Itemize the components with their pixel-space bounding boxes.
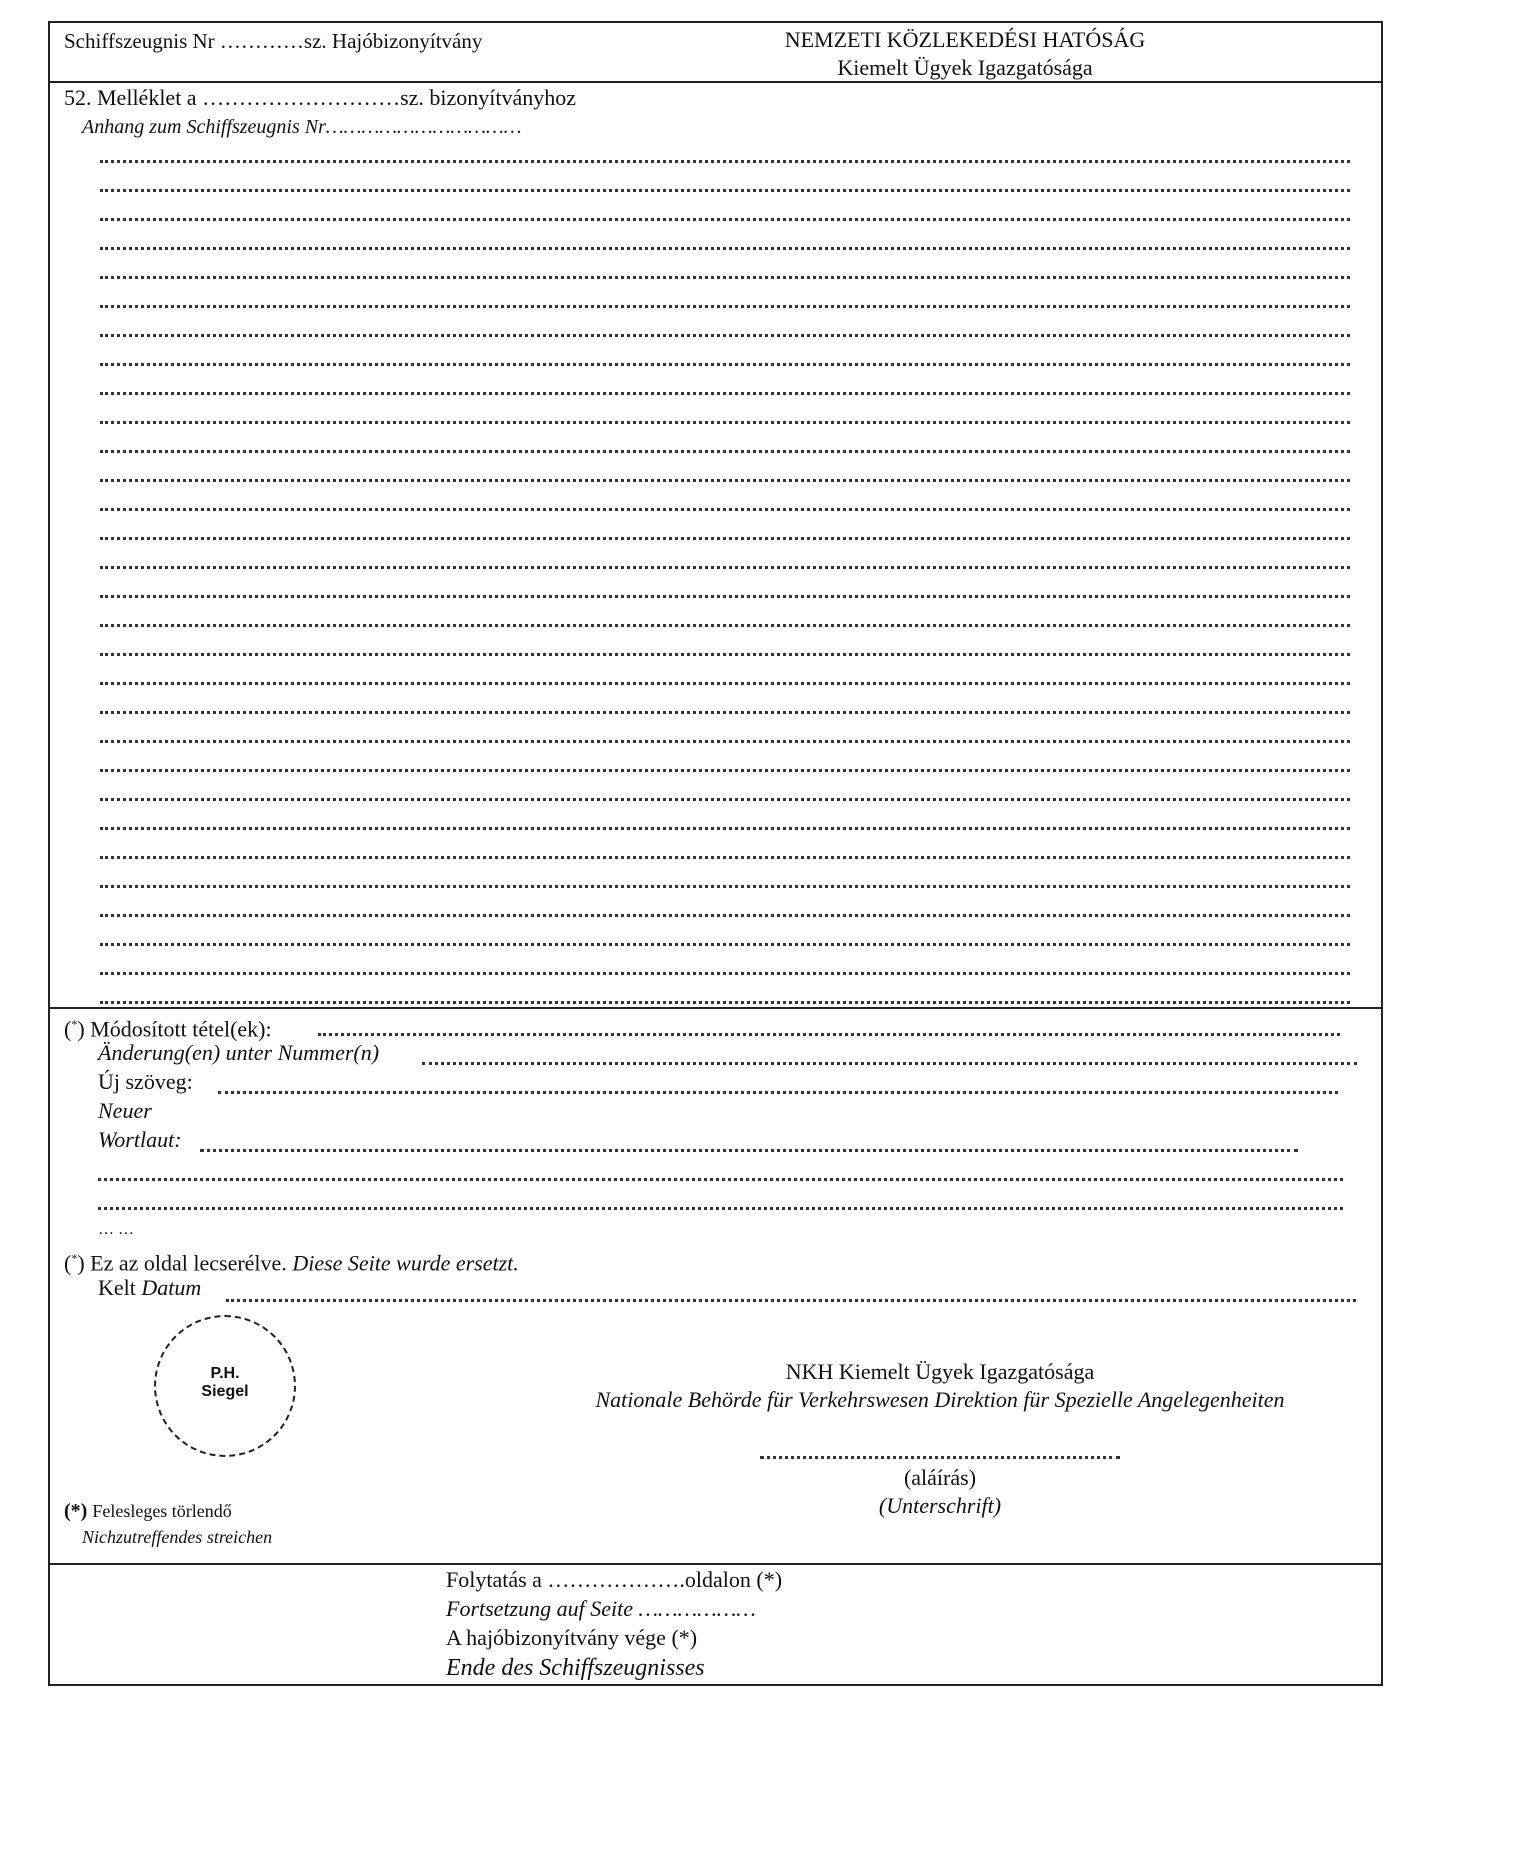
neuer-label: Neuer <box>98 1098 152 1123</box>
signature-org: NKH Kiemelt Ügyek Igazgatósága <box>785 1359 1095 1384</box>
annex-subtitle: Anhang zum Schiffszeugnis Nr…………………………… <box>82 116 522 138</box>
date-label: Kelt <box>98 1275 136 1300</box>
writing-line[interactable] <box>100 218 1350 221</box>
writing-line[interactable] <box>100 479 1350 482</box>
modified-items-de-field[interactable] <box>422 1062 1357 1065</box>
modified-items-field[interactable] <box>318 1033 1340 1036</box>
writing-line[interactable] <box>100 276 1350 279</box>
certificate-end-de: Ende des Schiffszeugnisses <box>446 1655 705 1681</box>
page-replaced-label-de: Diese Seite wurde ersetzt. <box>292 1250 519 1276</box>
footnote-mark: (*) <box>64 1500 88 1522</box>
writing-line[interactable] <box>100 334 1350 337</box>
writing-line[interactable] <box>100 450 1350 453</box>
continuation-page: Folytatás a ……………….oldalon (*) <box>446 1567 783 1592</box>
page-replaced-row: (*) Ez az oldal lecserélve. Diese Seite wurde ersetzt. <box>64 1250 519 1276</box>
annex-title: 52. Melléklet a ………………………sz. bizonyítványhoz <box>64 85 577 110</box>
seal-text: P.H. <box>210 1365 240 1382</box>
footer-divider <box>50 1563 1381 1565</box>
date-label-de: Datum <box>141 1275 202 1300</box>
signature-field[interactable] <box>760 1456 1120 1459</box>
wortlaut-label: Wortlaut: <box>98 1127 182 1152</box>
wortlaut-field[interactable] <box>98 1207 1343 1210</box>
seal-placeholder <box>154 1315 296 1457</box>
footnote-row <box>64 1498 232 1524</box>
footnote-star: * <box>71 1251 78 1265</box>
authority-directorate: Kiemelt Ügyek Igazgatósága <box>837 55 1093 80</box>
writing-line[interactable] <box>100 682 1350 685</box>
modified-items-label: ) Módosított tétel(ek): <box>77 1016 272 1042</box>
writing-line[interactable] <box>100 305 1350 308</box>
writing-line[interactable] <box>100 740 1350 743</box>
modified-items-row: (*) Módosított tétel(ek): <box>64 1016 272 1042</box>
footnote-text-de: Nichzutreffendes streichen <box>82 1527 273 1547</box>
writing-line[interactable] <box>100 885 1350 888</box>
writing-line[interactable] <box>100 653 1350 656</box>
writing-line[interactable] <box>100 943 1350 946</box>
authority-name: NEMZETI KÖZLEKEDÉSI HATÓSÁG <box>784 27 1146 52</box>
footnote-text: Felesleges törlendő <box>92 1501 232 1521</box>
writing-line[interactable] <box>100 827 1350 830</box>
writing-line[interactable] <box>100 769 1350 772</box>
new-text-label: Új szöveg: <box>98 1069 193 1094</box>
writing-line[interactable] <box>100 421 1350 424</box>
writing-line[interactable] <box>100 624 1350 627</box>
header-divider <box>50 81 1381 83</box>
writing-line[interactable] <box>100 711 1350 714</box>
new-text-field[interactable] <box>218 1091 1338 1094</box>
writing-line[interactable] <box>100 914 1350 917</box>
writing-line[interactable] <box>100 537 1350 540</box>
writing-line[interactable] <box>100 595 1350 598</box>
date-row <box>98 1275 201 1301</box>
writing-line[interactable] <box>100 247 1350 250</box>
writing-line[interactable] <box>100 363 1350 366</box>
modified-items-label-de: Änderung(en) unter Nummer(n) <box>98 1040 380 1065</box>
writing-line[interactable] <box>100 972 1350 975</box>
writing-line[interactable] <box>100 189 1350 192</box>
continuation-ellipsis: … … <box>98 1221 134 1238</box>
signature-label: (aláírás) <box>903 1465 977 1490</box>
writing-line[interactable] <box>100 798 1350 801</box>
continuation-page-de: Fortsetzung auf Seite ……………… <box>446 1596 756 1621</box>
footnote-star: * <box>71 1017 78 1031</box>
certificate-end: A hajóbizonyítvány vége (*) <box>446 1625 698 1650</box>
seal-text-de: Siegel <box>201 1383 249 1400</box>
writing-line[interactable] <box>100 1001 1350 1004</box>
writing-line[interactable] <box>100 566 1350 569</box>
writing-line[interactable] <box>100 508 1350 511</box>
certificate-number-label: Schiffszeugnis Nr …………sz. Hajóbizonyítvány <box>64 29 483 53</box>
signature-org-de: Nationale Behörde für Verkehrswesen Direktion für Spezielle Angelegenheiten <box>595 1387 1285 1412</box>
writing-line[interactable] <box>100 856 1350 859</box>
page-replaced-label: ) Ez az oldal lecserélve. <box>77 1250 287 1276</box>
wortlaut-field[interactable] <box>98 1178 1343 1181</box>
writing-line[interactable] <box>100 160 1350 163</box>
writing-line[interactable] <box>100 392 1350 395</box>
date-field[interactable] <box>226 1299 1356 1302</box>
signature-label-de: (Unterschrift) <box>878 1493 1002 1518</box>
annex-divider <box>50 1007 1381 1009</box>
wortlaut-field[interactable] <box>200 1149 1298 1152</box>
